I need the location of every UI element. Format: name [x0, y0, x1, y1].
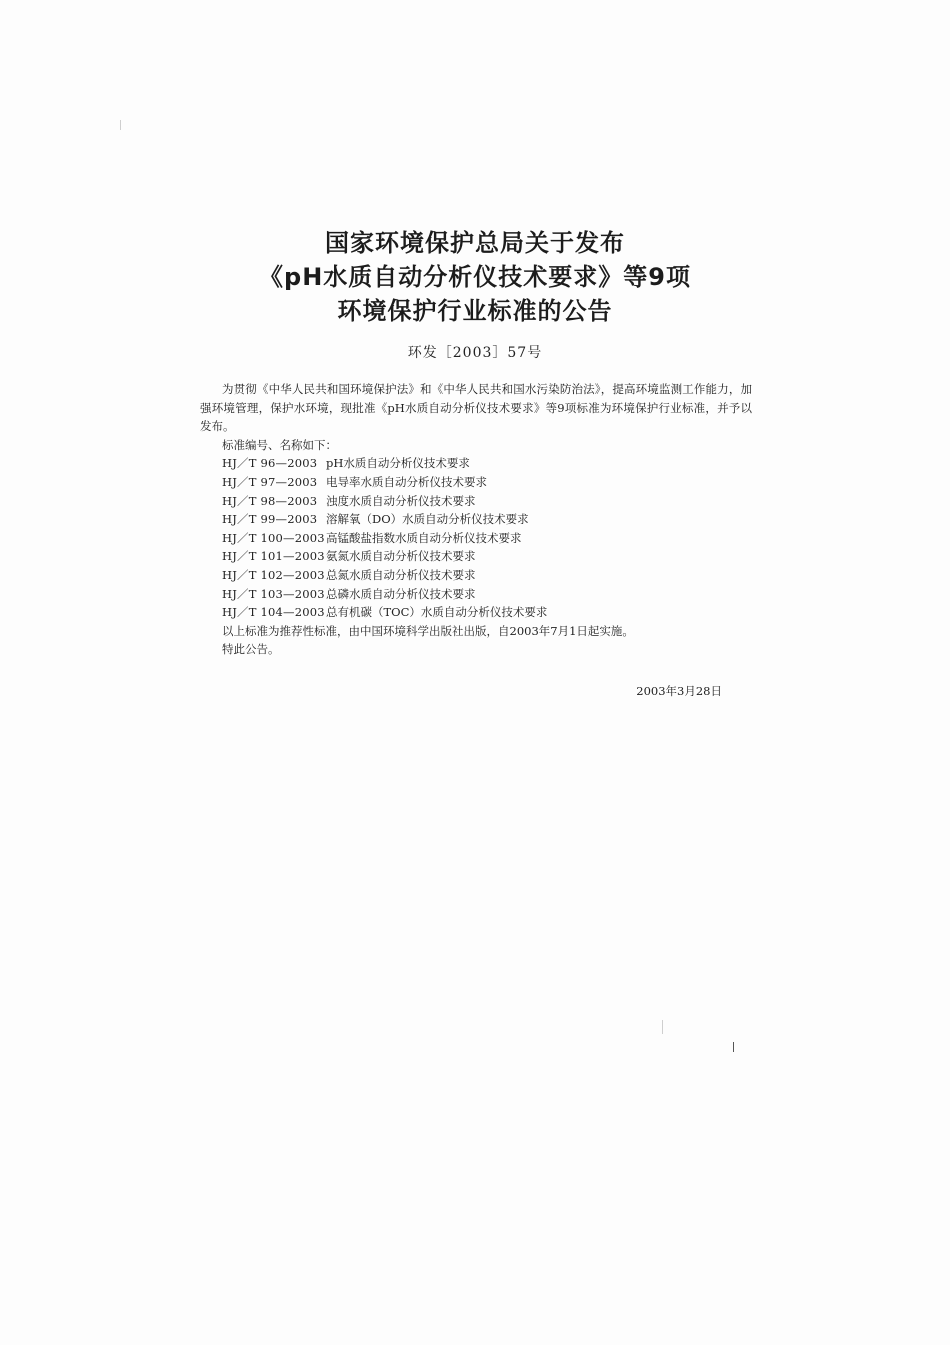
margin-mark	[733, 1042, 734, 1052]
standard-code: HJ／T 101—2003	[222, 549, 325, 564]
title-line-3: 环境保护行业标准的公告	[337, 297, 613, 325]
title-line-1: 国家环境保护总局关于发布	[325, 229, 625, 257]
standard-code: HJ／T 97—2003	[222, 474, 318, 489]
standard-item	[200, 529, 752, 548]
standard-item	[200, 585, 752, 604]
standard-name: 高锰酸盐指数水质自动分析仪技术要求	[326, 530, 522, 545]
document-number: 环发［2003］57号	[407, 345, 543, 361]
closing-statement: 以上标准为推荐性标准，由中国环境科学出版社出版，自2003年7月1日起实施。	[222, 623, 634, 638]
title-line-2: 《pH水质自动分析仪技术要求》等9项	[259, 263, 691, 291]
standard-item	[200, 454, 752, 473]
scan-artifact	[120, 120, 121, 130]
announcement-date: 2003年3月28日	[636, 684, 722, 698]
standard-name: 总磷水质自动分析仪技术要求	[326, 586, 476, 601]
standard-code: HJ／T 100—2003	[222, 530, 325, 545]
standard-item	[200, 510, 752, 529]
standard-name: 溶解氧（DO）水质自动分析仪技术要求	[326, 512, 529, 527]
standard-code: HJ／T 102—2003	[222, 567, 325, 582]
standard-name: 氨氮水质自动分析仪技术要求	[326, 549, 476, 564]
standard-code: HJ／T 99—2003	[222, 512, 318, 527]
standard-name: 总有机碳（TOC）水质自动分析仪技术要求	[326, 605, 548, 620]
standard-item	[200, 473, 752, 492]
standard-item	[200, 603, 752, 622]
standard-code: HJ／T 103—2003	[222, 586, 325, 601]
scan-artifact	[662, 1020, 663, 1034]
standards-list-intro: 标准编号、名称如下：	[222, 437, 337, 452]
standard-name: 浊度水质自动分析仪技术要求	[326, 493, 476, 508]
standard-code: HJ／T 96—2003	[222, 456, 318, 471]
announcement-title	[0, 226, 950, 328]
standard-code: HJ／T 98—2003	[222, 493, 318, 508]
standard-code: HJ／T 104—2003	[222, 605, 325, 620]
standards-list	[200, 454, 752, 621]
special-notice: 特此公告。	[222, 642, 280, 657]
intro-paragraph: 为贯彻《中华人民共和国环境保护法》和《中华人民共和国水污染防治法》，提高环境监测工作能力，加强环境管理，保护水环境，现批准《pH水质自动分析仪技术要求》等9项标准为环境保护行业标准，并予以发布。	[200, 382, 752, 434]
standard-item	[200, 547, 752, 566]
standard-name: pH水质自动分析仪技术要求	[326, 456, 470, 471]
standard-name: 电导率水质自动分析仪技术要求	[326, 474, 487, 489]
standard-item	[200, 492, 752, 511]
standard-name: 总氮水质自动分析仪技术要求	[326, 567, 476, 582]
announcement-body	[200, 380, 752, 659]
standard-item	[200, 566, 752, 585]
